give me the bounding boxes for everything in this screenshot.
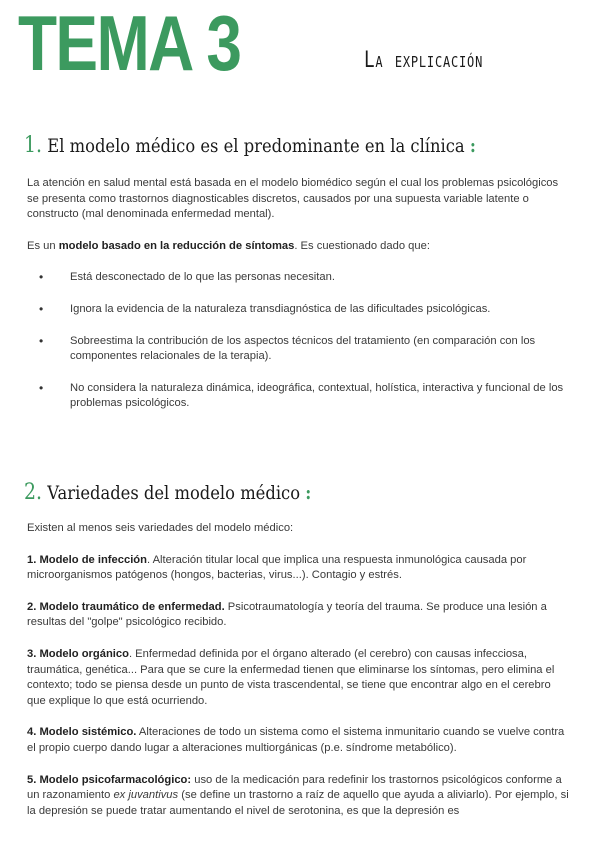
model-item-text: . Alteración titular local que implica una respuesta inmunológica causada por microorganismos patógenos (hongos, bacterias, virus...). Contagio y estrés. bbox=[27, 553, 527, 582]
list-item: • No considera la naturaleza dinámica, ideográfica, contextual, holística, interactiva y funcional de los problemas psicológicos. bbox=[27, 381, 572, 412]
model-item bbox=[27, 725, 572, 756]
model-item bbox=[27, 553, 572, 584]
model-item-title: 2. Modelo traumático de enfermedad. bbox=[27, 600, 225, 613]
lead-post: . Es cuestionado dado que: bbox=[294, 239, 430, 252]
list-item: • Está desconectado de lo que las personas necesitan. bbox=[27, 270, 572, 286]
section-1-heading-text: El modelo médico es el predominante en la clínica bbox=[47, 135, 465, 157]
model-item-text: (se define un trastorno a raíz de aquello que ayuda a aliviarlo). Por ejemplo, si la depresión se puede tratar aumentando el nivel de serotonina, es que la depresión es bbox=[27, 789, 569, 817]
section-2-heading-text: Variedades del modelo médico bbox=[47, 482, 301, 504]
model-item bbox=[27, 600, 572, 631]
lead-bold: modelo basado en la reducción de síntomas bbox=[58, 239, 295, 252]
section-2-body bbox=[27, 521, 572, 819]
page-subtitle: La explicación bbox=[364, 48, 484, 73]
model-item-text: Alteraciones de todo un sistema como el sistema inmunitario cuando se vuelve contra el propio cuerpo dando lugar a alteraciones multiorgánicas (p.e. síndrome metabólico). bbox=[27, 726, 565, 754]
section-2-number: 2. bbox=[24, 480, 43, 505]
model-item-title: 5. Modelo psicofarmacológico: bbox=[27, 773, 192, 786]
model-item-text: . Enfermedad definida por el órgano alterado (el cerebro) con causas infecciosa, traumática, genética... Para que se cure la enfermedad tienen que eliminarse los síntomas, pero elimina el contexto; todo se piensa desde un punto de vista trascendental, se tiene que encontrar algo en el cerebro que explique lo que está ocurriendo. bbox=[27, 647, 555, 707]
model-item-title: 4. Modelo sistémico. bbox=[27, 726, 137, 739]
section-1-heading bbox=[24, 133, 476, 158]
list-item: • Ignora la evidencia de la naturaleza transdiagnóstica de las dificultades psicológicas. bbox=[27, 302, 572, 318]
section-2-colon: : bbox=[305, 482, 312, 504]
model-item-italic: ex juvantivus bbox=[113, 789, 179, 802]
section-1-colon: : bbox=[469, 135, 476, 157]
model-item-text: Psicotraumatología y teoría del trauma. Se produce una lesión a resultas del "golpe" psicológico recibido. bbox=[27, 600, 547, 629]
section-2-heading bbox=[24, 480, 311, 505]
model-item bbox=[27, 647, 572, 709]
model-item-text: uso de la medicación para redefinir los trastornos psicológicos conforme a un razonamiento bbox=[27, 773, 562, 802]
section-1-body bbox=[27, 176, 572, 412]
section-1-intro: La atención en salud mental está basada en el modelo biomédico según el cual los problemas psicológicos se presenta como trastornos diagnosticables discretos, causados por una supuesta variable latente o constructo (mal denominada enfermedad mental). bbox=[27, 177, 559, 221]
page-title: TEMA 3 bbox=[18, 0, 241, 87]
section-1-lead bbox=[27, 239, 572, 255]
model-item-title: 1. Modelo de infección bbox=[27, 553, 147, 566]
section-2-intro: Existen al menos seis variedades del modelo médico: bbox=[27, 522, 294, 534]
section-1-number: 1. bbox=[24, 133, 43, 158]
model-item-title: 3. Modelo orgánico bbox=[27, 647, 129, 660]
section-1-bullet-list bbox=[27, 270, 572, 412]
list-item: • Sobreestima la contribución de los aspectos técnicos del tratamiento (en comparación con los componentes relacionales de la terapia). bbox=[27, 334, 572, 365]
lead-pre: Es un bbox=[27, 239, 59, 252]
model-item bbox=[27, 773, 572, 820]
